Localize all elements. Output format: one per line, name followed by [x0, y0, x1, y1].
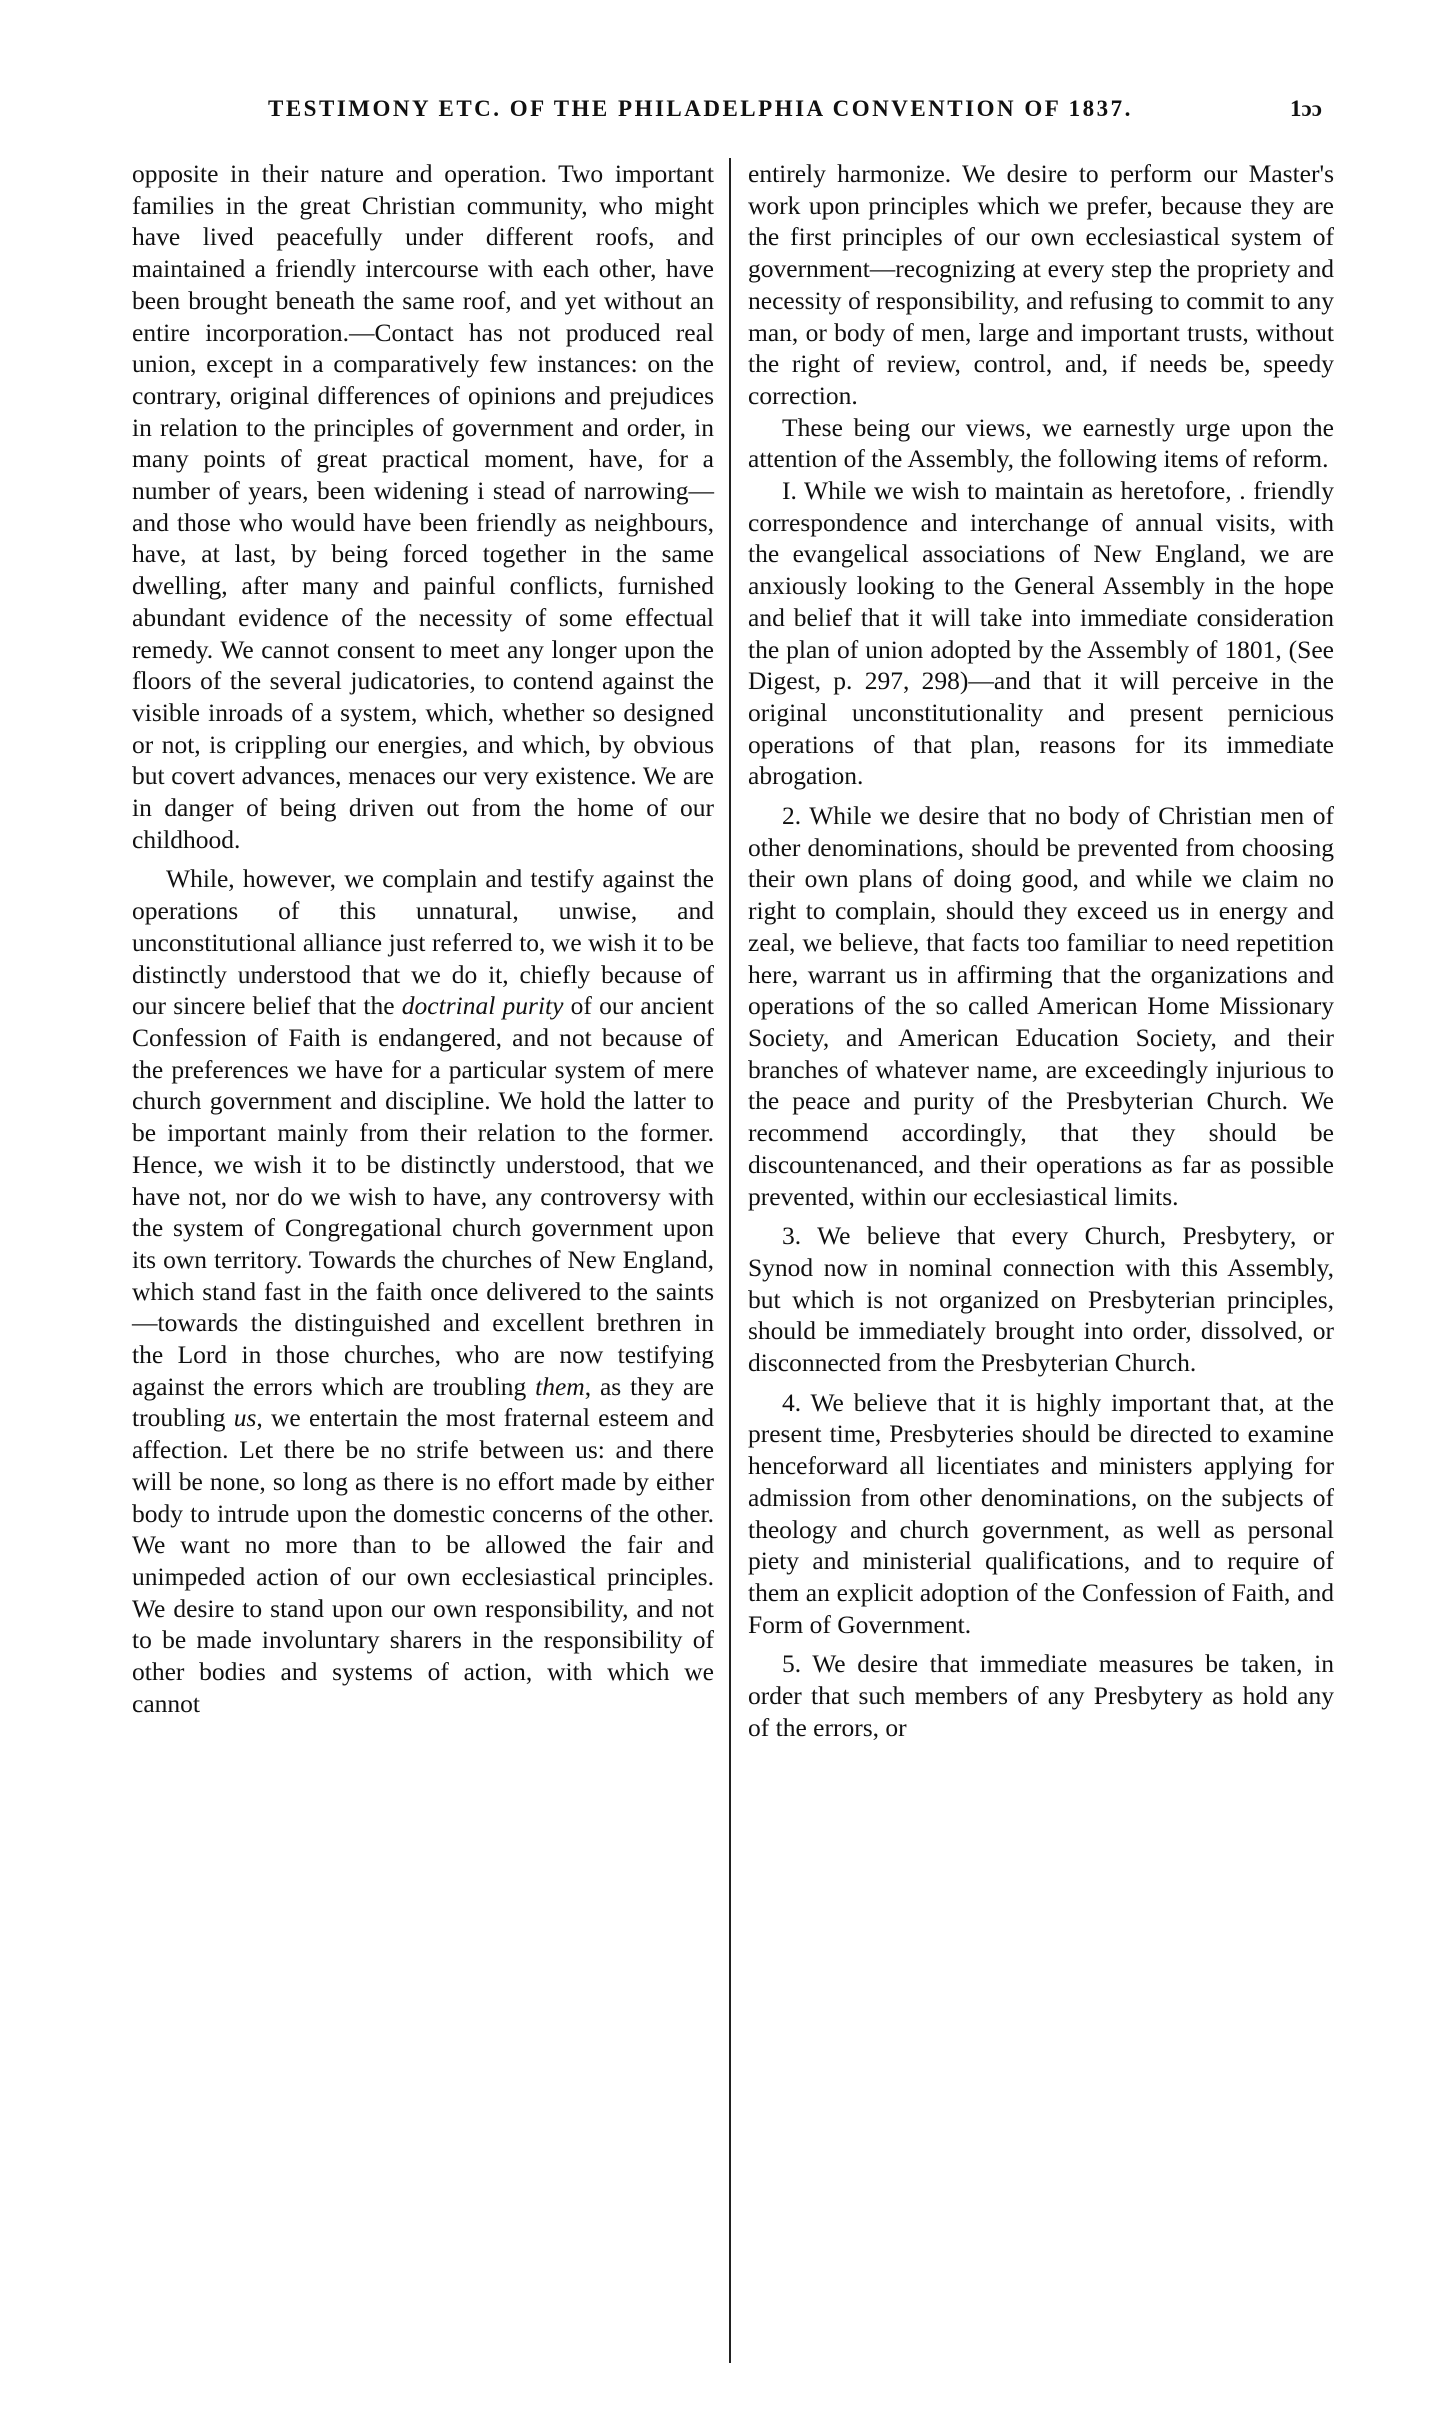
left-column [132, 158, 714, 1719]
right-paragraph-1: entirely harmonize. We desire to perform our Master's work upon principles which we prefer, because they are the first principles of our own ecclesiastical system of government—recognizing at every step the propriety and necessity of responsibility, and refusing to commit to any man, or body of men, large and important trusts, without the right of review, control, and, if needs be, speedy correction. [748, 159, 1334, 410]
left-p2-text-d: , we entertain the most fraternal esteem and affection. Let there be no strife between us: and there will be none, so long as there is no effort made by either body to intrude upon the domestic concerns of the other. We want no more than to be allowed the fair and unimpeded action of our own ecclesiastical principles. We desire to stand upon our own responsibility, and not to be made involuntary sharers in the responsibility of other bodies and systems of action, with which we cannot [132, 1403, 714, 1718]
column-divider [729, 158, 731, 2363]
left-p2-emphasis-doctrinal: doctrinal purity [401, 991, 564, 1021]
reform-item-2: 2. While we desire that no body of Christian men of other denominations, should be prevented from choosing their own plans of doing good, and while we claim no right to complain, should they exceed us in energy and zeal, we believe, that facts too familiar to need repetition here, warrant us in affirming that the organizations and operations of the so called American Home Missionary Society, and American Education Society, and their branches of whatever name, are exceedingly injurious to the peace and purity of the Presbyterian Church. We recommend accordingly, that they should be discountenanced, and their operations as far as possible prevented, within our ecclesiastical limits. [748, 801, 1334, 1211]
running-header [0, 96, 1454, 136]
reform-item-1: I. While we wish to maintain as heretofore, . friendly correspondence and interchange of annual visits, with the evangelical associations of New England, we are anxiously looking to the General Assembly in the hope and belief that it will take into immediate consideration the plan of union adopted by the Assembly of 1801, (See Digest, p. 297, 298)—and that it will perceive in the original unconstitutionality and present pernicious operations of that plan, reasons for its immediate abrogation. [748, 476, 1334, 791]
right-column [748, 158, 1334, 1743]
left-p2-text-c: , as they are troubling [132, 1371, 714, 1433]
left-paragraph-2 [132, 863, 714, 1719]
reform-item-5: 5. We desire that immediate measures be taken, in order that such members of any Presbytery as hold any of the errors, or [748, 1649, 1334, 1742]
left-p2-text-a: While, however, we complain and testify against the operations of this unnatural, unwise, and unconstitutional alliance just referred to, we wish it to be distinctly understood that we do it, chiefly because of our sincere belief that the [132, 864, 714, 1021]
right-paragraph-2: These being our views, we earnestly urge upon the attention of the Assembly, the following items of reform. [748, 412, 1334, 474]
left-p2-text-b: of our ancient Confession of Faith is endangered, and not because of the preferences we have for a particular system of mere church government and discipline. We hold the latter to be important mainly from their relation to the former. Hence, we wish it to be distinctly understood, that we have not, nor do we wish to have, any controversy with the system of Congregational church government upon its own territory. Towards the churches of New England, which stand fast in the faith once delivered to the saints—towards the distinguished and excellent brethren in the Lord in those churches, who are now testifying against the errors which are troubling [132, 991, 714, 1401]
left-paragraph-1: opposite in their nature and operation. Two important families in the great Christian community, who might have lived peacefully under different roofs, and maintained a friendly intercourse with each other, have been brought beneath the same roof, and yet without an entire incorporation.—Contact has not produced real union, except in a comparatively few instances: on the contrary, original differences of opinions and prejudices in relation to the principles of government and order, in many points of great practical moment, have, for a number of years, been widening i stead of narrowing—and those who would have been friendly as neighbours, have, at last, by being forced together in the same dwelling, after many and painful conflicts, furnished abundant evidence of the necessity of some effectual remedy. We cannot consent to meet any longer upon the floors of the several judicatories, to contend against the visible inroads of a system, which, whether so designed or not, is crippling our energies, and which, by obvious but covert advances, menaces our very existence. We are in danger of being driven out from the home of our childhood. [132, 159, 714, 854]
reform-item-3: 3. We believe that every Church, Presbytery, or Synod now in nominal connection with this Assembly, but which is not organized on Presbyterian principles, should be immediately brought into order, dissolved, or disconnected from the Presbyterian Church. [748, 1221, 1334, 1378]
reform-item-4: 4. We believe that it is highly important that, at the present time, Presbyteries should be directed to examine henceforward all licentiates and ministers applying for admission from other denominations, on the subjects of theology and church government, as well as personal piety and ministerial qualifications, and to require of them an explicit adoption of the Confession of Faith, and Form of Government. [748, 1387, 1334, 1639]
page-number: 1ɔɔ [1290, 96, 1322, 121]
left-p2-emphasis-us: us [233, 1403, 257, 1433]
left-p2-emphasis-them: them [535, 1371, 585, 1401]
running-title: TESTIMONY ETC. OF THE PHILADELPHIA CONVENTION OF 1837. [268, 96, 1133, 121]
